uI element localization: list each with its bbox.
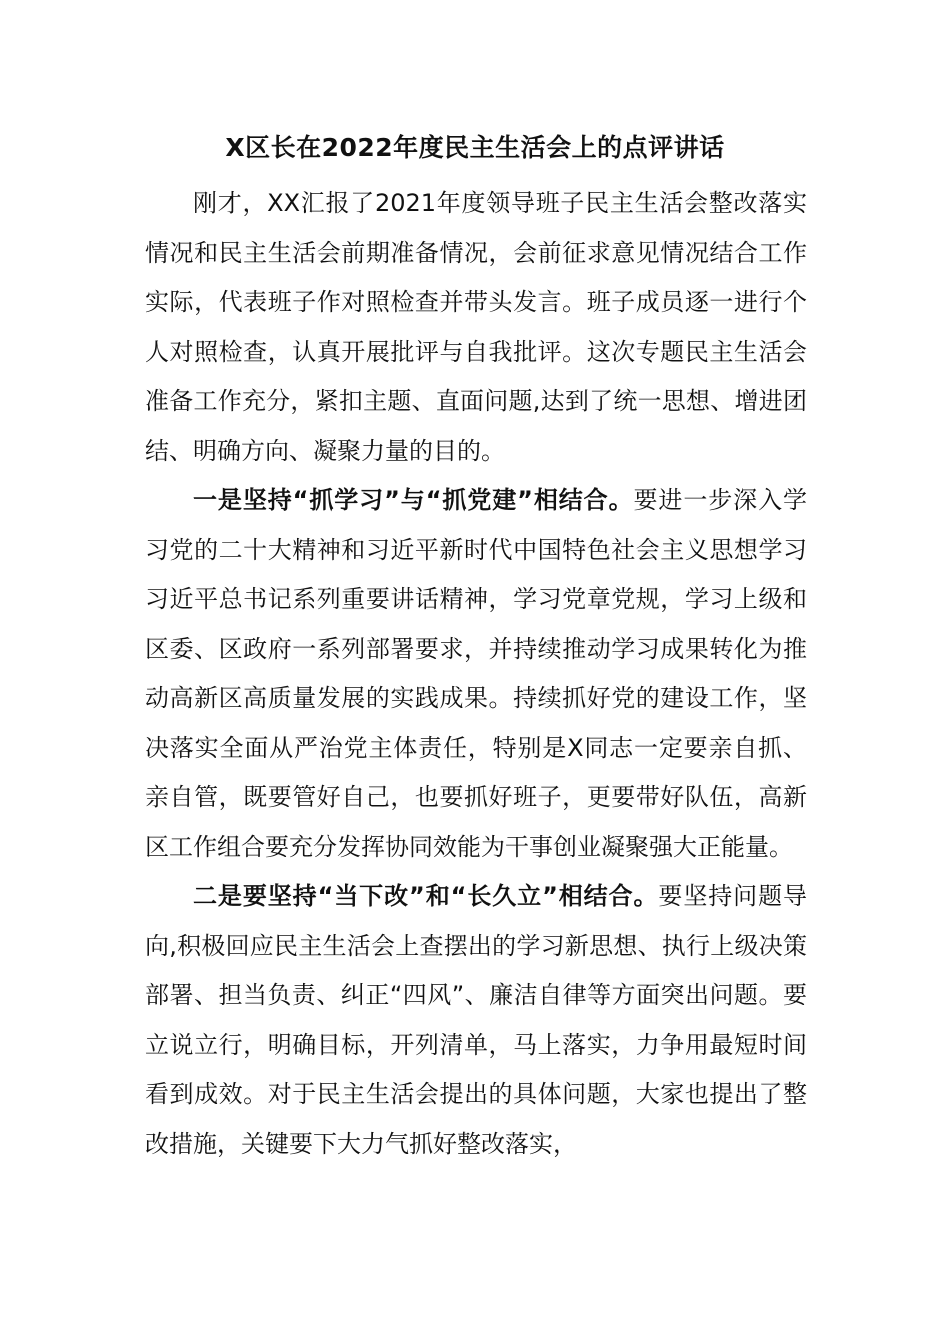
paragraph-2-heading: 一是坚持“抓学习”与“抓党建”相结合。: [193, 486, 634, 514]
paragraph-3-text: 要坚持问题导向,积极回应民主生活会上查摆出的学习新思想、执行上级决策部署、担当负责、纠正“四风”、廉洁自律等方面突出问题。要立说立行，明确目标，开列清单，马上落实，力争用最短时间看到成效。对于民主生活会提出的具体问题，大家也提出了整改措施，关键要下大力气抓好整改落实，: [145, 882, 808, 1158]
document-title: X区长在2022年度民主生活会上的点评讲话: [225, 133, 725, 162]
document-body: [145, 179, 807, 1169]
paragraph-3-heading: 二是要坚持“当下改”和“长久立”相结合。: [193, 882, 659, 910]
paragraph-2-text: 要进一步深入学习党的二十大精神和习近平新时代中国特色社会主义思想学习习近平总书记系列重要讲话精神，学习党章党规，学习上级和区委、区政府一系列部署要求，并持续推动学习成果转化为推动高新区高质量发展的实践成果。持续抓好党的建设工作，坚决落实全面从严治党主体责任，特别是X同志一定要亲自抓、亲自管，既要管好自己，也要抓好班子，更要带好队伍，高新区工作组合要充分发挥协同效能为干事创业凝聚强大正能量。: [145, 486, 808, 861]
paragraph-3: [145, 872, 807, 1169]
paragraph-2: [145, 476, 807, 872]
paragraph-1-text: 刚才，XX汇报了2021年度领导班子民主生活会整改落实情况和民主生活会前期准备情况，会前征求意见情况结合工作实际，代表班子作对照检查并带头发言。班子成员逐一进行个人对照检查，认真开展批评与自我批评。这次专题民主生活会准备工作充分，紧扣主题、直面问题,达到了统一思想、增进团结、明确方向、凝聚力量的目的。: [145, 189, 807, 465]
paragraph-1: [145, 179, 807, 476]
